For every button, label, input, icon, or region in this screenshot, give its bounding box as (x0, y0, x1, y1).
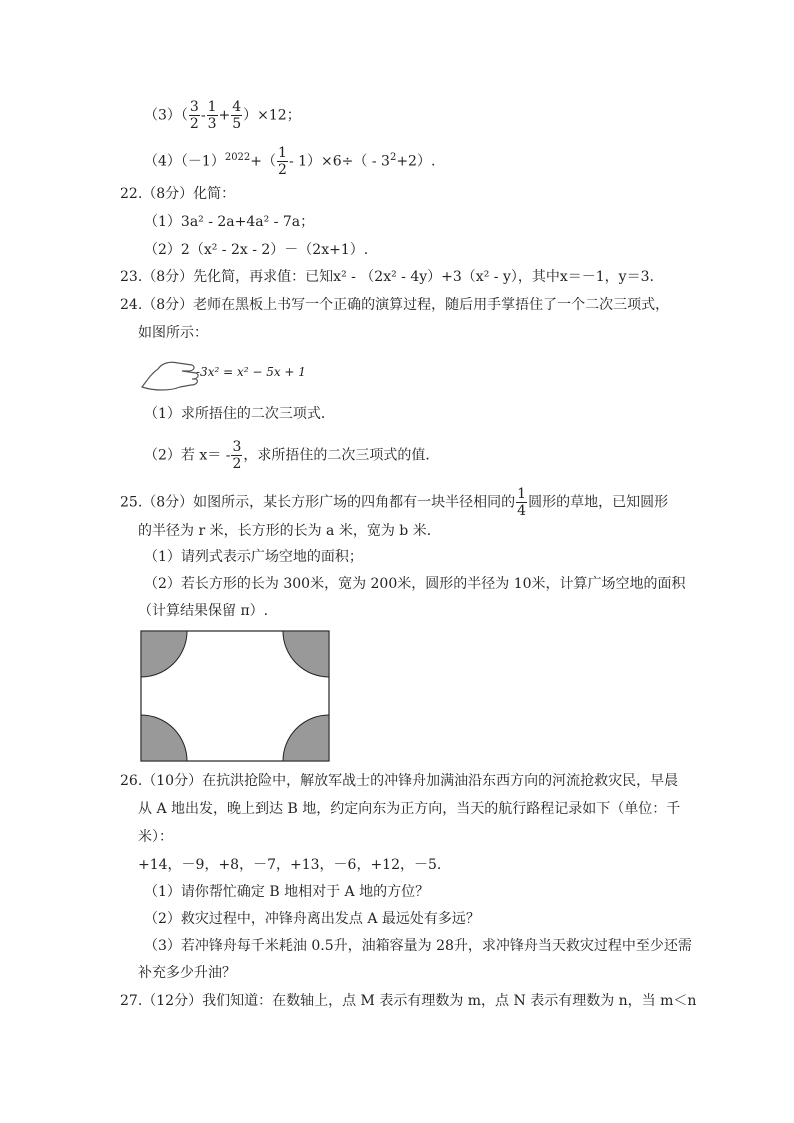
fraction-1-3: $\frac{1}{3}$ (207, 99, 217, 132)
fraction-1-4: $\frac{1}{4}$ (517, 486, 527, 519)
q22-head: 22.（8分）化简： (120, 186, 236, 202)
q26-part3b: 补充多少升油？ (138, 965, 236, 981)
fraction-4-5: $\frac{4}{5}$ (232, 99, 242, 132)
q26-part2: （2）救灾过程中，冲锋舟离出发点 A 最远处有多远？ (144, 911, 480, 927)
q22-part2: （2）2（x² - 2x - 2）－（2x+1）. (144, 242, 369, 258)
q21-part3: （3）（ $\frac{3}{2}$ - $\frac{1}{3}$ + $\frac{4}{5}$ ）×12； (144, 99, 301, 132)
q26-data: +14，－9，+8，－7，+13，－6，+12，－5. (138, 857, 442, 873)
q22-part1: （1）3a² - 2a+4a² - 7a； (144, 214, 315, 230)
q23-text: 23.（8分）先化简，再求值：已知x² - （2x² - 4y）+3（x² - y），其中x＝－1，y＝3. (120, 269, 654, 285)
q25-part2a: （2）若长方形的长为 300米，宽为 200米，圆形的半径为 10米，计算广场空地的面积 (144, 576, 686, 592)
q25-line1: 25.（8分）如图所示，某长方形广场的四角都有一块半径相同的 $\frac{1}{4}$ 圆形的草地，已知圆形 (120, 486, 669, 519)
q25-line2: 的半径为 r 米，长方形的长为 a 米，宽为 b 米． (138, 523, 441, 539)
q26-line2: 从 A 地出发，晚上到达 B 地，约定向东为正方向，当天的航行路程记录如下（单位：千 (138, 801, 681, 817)
fraction-3-2: $\frac{3}{2}$ (189, 99, 199, 132)
q26-part1: （1）请你帮忙确定 B 地相对于 A 地的方位？ (144, 884, 430, 900)
fraction-1-2: $\frac{1}{2}$ (278, 145, 287, 178)
q25-part2b: （计算结果保留 π）. (138, 603, 269, 619)
q25-part1: （1）请列式表示广场空地的面积； (144, 549, 363, 565)
q24-part2: （2）若 x＝ - $\frac{3}{2}$ ，求所捂住的二次三项式的值． (144, 439, 440, 472)
q27-line1: 27.（12分）我们知道：在数轴上，点 M 表示有理数为 m，点 N 表示有理数为 n，当 m＜n (120, 993, 697, 1009)
q24-part1: （1）求所捂住的二次三项式． (144, 406, 335, 422)
q26-part3a: （3）若冲锋舟每千米耗油 0.5升，油箱容量为 28升，求冲锋舟当天救灾过程中至少还需 (144, 938, 692, 954)
hand-formula: -3x² = x² − 5x + 1 (196, 365, 306, 379)
hand-covering-figure (140, 357, 306, 393)
q21-part4: $(4)(-1)^{2022}+$（ $\frac{1}{2}$ - $1)\times 6\div( - 3^2+2)$. (144, 145, 436, 178)
fraction-3-2-b: $\frac{3}{2}$ (232, 439, 242, 472)
plaza-diagram (140, 630, 332, 764)
q24-line1: 24.（8分）老师在黑板上书写一个正确的演算过程，随后用手掌捂住了一个二次三项式， (120, 297, 670, 313)
q24-line2: 如图所示： (138, 325, 208, 341)
q26-line3: 米）： (138, 829, 173, 845)
q26-line1: 26.（10分）在抗洪抢险中，解放军战士的冲锋舟加满油沿东西方向的河流抢救灾民，早晨 (120, 773, 679, 789)
rectangle-plaza-figure (140, 630, 332, 768)
